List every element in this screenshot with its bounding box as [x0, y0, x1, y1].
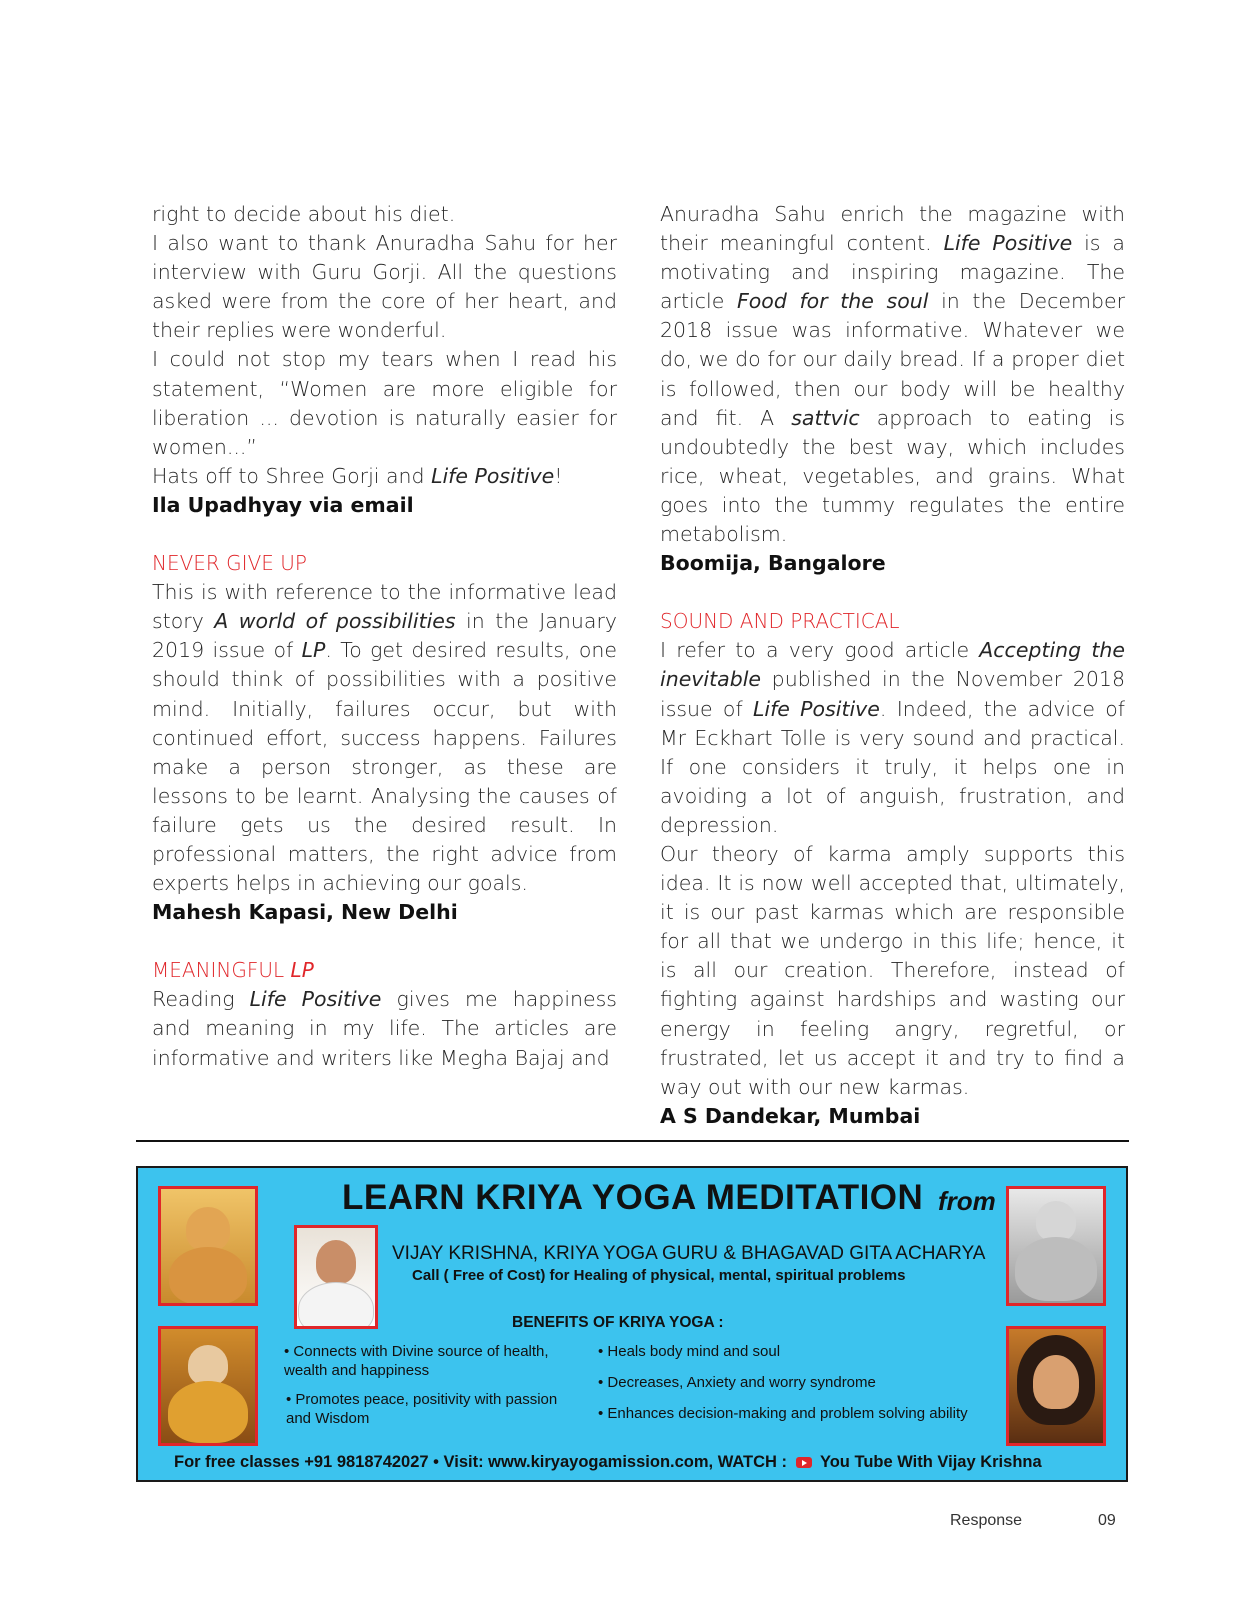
benefit-item: • Enhances decision-making and problem solving ability	[598, 1405, 968, 1422]
benefits-heading: BENEFITS OF KRIYA YOGA :	[512, 1314, 724, 1331]
paragraph: Reading Life Positive gives me happiness and meaning in my life. The articles are informative and writers like Megha Bajaj and	[152, 987, 617, 1070]
letter-heading: SOUND AND PRACTICAL	[660, 609, 900, 634]
ad-subtitle: VIJAY KRISHNA, KRIYA YOGA GURU & BHAGAVAD GITA ACHARYA	[392, 1243, 986, 1264]
guru-portrait	[1006, 1186, 1106, 1306]
letter-author: A S Dandekar, Mumbai	[660, 1103, 921, 1128]
left-column	[152, 200, 617, 1073]
guru-portrait	[1006, 1326, 1106, 1446]
letter-heading: MEANINGFUL LP	[152, 958, 314, 983]
paragraph: Hats off to Shree Gorji and Life Positive!	[152, 463, 563, 488]
ad-title: LEARN KRIYA YOGA MEDITATION	[342, 1178, 924, 1217]
youtube-icon	[796, 1457, 812, 1468]
paragraph: This is with reference to the informative lead story A world of possibilities in the January 2019 issue of LP. To get desired results, one should think of possibilities with a positive mind. Initially, failures occur, but with continued effort, success happens. Failures make a person stronger, as these are lessons to be learnt. Analysing the causes of failure gets us the desired result. In professional matters, the right advice from experts helps in achieving our goals.	[152, 580, 618, 896]
ad-from: from	[938, 1186, 996, 1216]
letter-author: Ila Upadhyay via email	[152, 492, 414, 517]
letter-heading: NEVER GIVE UP	[152, 551, 307, 576]
right-column	[660, 200, 1125, 1131]
section-divider	[136, 1140, 1129, 1142]
letter-author: Boomija, Bangalore	[660, 551, 886, 576]
paragraph: I could not stop my tears when I read his statement, “Women are more eligible for liberation ... devotion is naturally easier for women...”	[152, 347, 617, 459]
guru-portrait	[158, 1326, 258, 1446]
benefit-item: • Promotes peace, positivity with passion and Wisdom	[286, 1391, 558, 1427]
paragraph: I refer to a very good article Accepting the inevitable published in the November 2018 issue of Life Positive. Indeed, the advice of Mr Eckhart Tolle is very sound and practical. If one considers it truly, it helps one in avoiding a lot of anguish, frustration, and depression.	[660, 638, 1125, 837]
paragraph: I also want to thank Anuradha Sahu for her interview with Guru Gorji. All the questions asked were from the core of her heart, and their replies were wonderful.	[152, 231, 617, 343]
benefit-item: • Connects with Divine source of health, wealth and happiness	[284, 1343, 549, 1379]
letter-author: Mahesh Kapasi, New Delhi	[152, 900, 458, 925]
section-name: Response	[950, 1512, 1023, 1529]
instructor-photo	[294, 1225, 378, 1329]
guru-portrait	[158, 1186, 258, 1306]
ad-call-text: Call ( Free of Cost) for Healing of physical, mental, spiritual problems	[412, 1267, 906, 1284]
paragraph: right to decide about his diet.	[152, 202, 456, 226]
ad-footer: For free classes +91 9818742027 • Visit: www.kiryayogamission.com, WATCH : You Tube With Vijay Krishna	[174, 1453, 1042, 1471]
benefit-item: • Heals body mind and soul	[598, 1343, 781, 1360]
benefit-item: • Decreases, Anxiety and worry syndrome	[598, 1374, 876, 1391]
paragraph: Our theory of karma amply supports this idea. It is now well accepted that, ultimately, it is our past karmas which are responsible for all that we undergo in this life; hence, it is all our creation. Therefore, instead of fighting against hardships and wasting our energy in feeling angry, regretful, or frustrated, let us accept it and try to find a way out with our new karmas.	[660, 841, 1125, 1099]
paragraph: Anuradha Sahu enrich the magazine with their meaningful content. Life Positive is a motivating and inspiring magazine. The article Food for the soul in the December 2018 issue was informative. Whatever we do, we do for our daily bread. If a proper diet is followed, then our body will be healthy and fit. A sattvic approach to eating is undoubtedly the best way, which includes rice, wheat, vegetables, and grains. What goes into the tummy regulates the entire metabolism.	[660, 202, 1125, 547]
kriya-yoga-advertisement	[136, 1166, 1128, 1482]
page-number: 09	[1098, 1512, 1116, 1529]
